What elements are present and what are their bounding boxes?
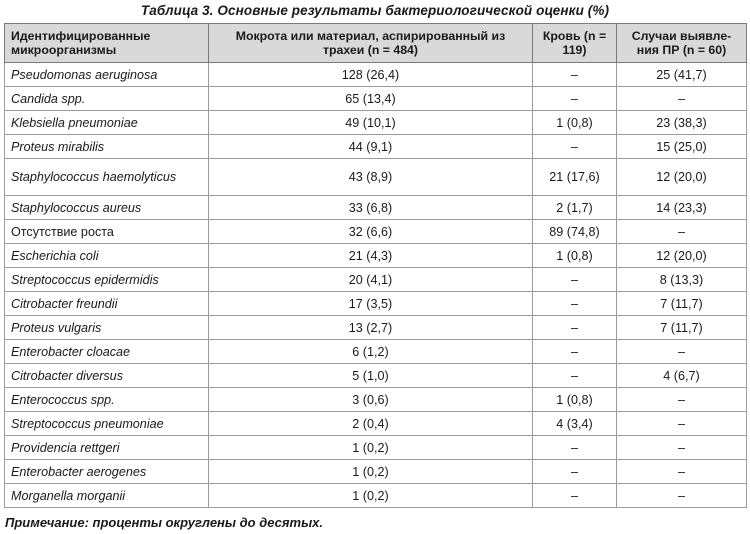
- cell-microorganism: Klebsiella pneumoniae: [5, 111, 209, 135]
- table-row: [5, 87, 747, 111]
- cell-blood: 1 (0,8): [533, 111, 617, 135]
- cell-sputum: 21 (4,3): [209, 244, 533, 268]
- cell-sputum: 1 (0,2): [209, 484, 533, 508]
- cell-blood: –: [533, 87, 617, 111]
- cell-pr-cases: 12 (20,0): [617, 159, 747, 196]
- cell-microorganism: Escherichia coli: [5, 244, 209, 268]
- cell-pr-cases: –: [617, 87, 747, 111]
- cell-sputum: 6 (1,2): [209, 340, 533, 364]
- cell-blood: 1 (0,8): [533, 244, 617, 268]
- table-row: [5, 220, 747, 244]
- cell-sputum: 32 (6,6): [209, 220, 533, 244]
- cell-pr-cases: 4 (6,7): [617, 364, 747, 388]
- cell-blood: –: [533, 436, 617, 460]
- cell-blood: –: [533, 460, 617, 484]
- table-row: [5, 292, 747, 316]
- results-table: [4, 23, 747, 508]
- table-row: [5, 412, 747, 436]
- cell-sputum: 20 (4,1): [209, 268, 533, 292]
- table-row: [5, 340, 747, 364]
- cell-sputum: 44 (9,1): [209, 135, 533, 159]
- cell-pr-cases: 23 (38,3): [617, 111, 747, 135]
- cell-pr-cases: –: [617, 436, 747, 460]
- cell-blood: –: [533, 63, 617, 87]
- cell-pr-cases: 25 (41,7): [617, 63, 747, 87]
- cell-microorganism: Proteus mirabilis: [5, 135, 209, 159]
- cell-sputum: 49 (10,1): [209, 111, 533, 135]
- cell-sputum: 5 (1,0): [209, 364, 533, 388]
- table-row: [5, 111, 747, 135]
- cell-sputum: 3 (0,6): [209, 388, 533, 412]
- cell-blood: 2 (1,7): [533, 196, 617, 220]
- table-row: [5, 268, 747, 292]
- cell-pr-cases: 15 (25,0): [617, 135, 747, 159]
- header-microorganisms: Идентифицированные микроорганизмы: [5, 24, 209, 63]
- header-sputum: Мокрота или материал, аспирированный из трахеи (n = 484): [209, 24, 533, 63]
- cell-blood: 4 (3,4): [533, 412, 617, 436]
- cell-microorganism: Streptococcus pneumoniae: [5, 412, 209, 436]
- table-row: [5, 484, 747, 508]
- cell-blood: –: [533, 340, 617, 364]
- cell-microorganism: Morganella morganii: [5, 484, 209, 508]
- table-row: [5, 436, 747, 460]
- cell-blood: –: [533, 292, 617, 316]
- cell-microorganism: Streptococcus epidermidis: [5, 268, 209, 292]
- header-pr-cases: Случаи выявле-ния ПР (n = 60): [617, 24, 747, 63]
- cell-microorganism: Staphylococcus aureus: [5, 196, 209, 220]
- cell-pr-cases: 8 (13,3): [617, 268, 747, 292]
- cell-blood: –: [533, 484, 617, 508]
- cell-microorganism: Enterococcus spp.: [5, 388, 209, 412]
- table-row: [5, 244, 747, 268]
- cell-blood: –: [533, 268, 617, 292]
- table-row: [5, 135, 747, 159]
- cell-pr-cases: 12 (20,0): [617, 244, 747, 268]
- cell-sputum: 128 (26,4): [209, 63, 533, 87]
- cell-blood: –: [533, 316, 617, 340]
- cell-sputum: 13 (2,7): [209, 316, 533, 340]
- cell-pr-cases: –: [617, 340, 747, 364]
- cell-pr-cases: –: [617, 484, 747, 508]
- cell-pr-cases: –: [617, 460, 747, 484]
- cell-pr-cases: 7 (11,7): [617, 316, 747, 340]
- cell-pr-cases: 7 (11,7): [617, 292, 747, 316]
- table-row: [5, 196, 747, 220]
- cell-sputum: 17 (3,5): [209, 292, 533, 316]
- cell-pr-cases: –: [617, 220, 747, 244]
- cell-blood: 1 (0,8): [533, 388, 617, 412]
- table-row: [5, 460, 747, 484]
- table-body: [5, 63, 747, 508]
- cell-microorganism: Enterobacter aerogenes: [5, 460, 209, 484]
- cell-microorganism: Candida spp.: [5, 87, 209, 111]
- cell-sputum: 33 (6,8): [209, 196, 533, 220]
- table-row: [5, 63, 747, 87]
- cell-pr-cases: 14 (23,3): [617, 196, 747, 220]
- cell-microorganism: Pseudomonas aeruginosa: [5, 63, 209, 87]
- cell-microorganism: Citrobacter diversus: [5, 364, 209, 388]
- cell-sputum: 65 (13,4): [209, 87, 533, 111]
- cell-microorganism: Enterobacter cloacae: [5, 340, 209, 364]
- cell-sputum: 1 (0,2): [209, 460, 533, 484]
- cell-blood: 89 (74,8): [533, 220, 617, 244]
- cell-sputum: 2 (0,4): [209, 412, 533, 436]
- cell-blood: 21 (17,6): [533, 159, 617, 196]
- header-row: [5, 24, 747, 63]
- cell-pr-cases: –: [617, 412, 747, 436]
- table-row: [5, 364, 747, 388]
- cell-microorganism: Citrobacter freundii: [5, 292, 209, 316]
- header-blood: Кровь (n = 119): [533, 24, 617, 63]
- cell-pr-cases: –: [617, 388, 747, 412]
- cell-sputum: 43 (8,9): [209, 159, 533, 196]
- cell-microorganism: Providencia rettgeri: [5, 436, 209, 460]
- cell-microorganism: Staphylococcus haemolyticus: [5, 159, 209, 196]
- table-row: [5, 159, 747, 196]
- table-row: [5, 316, 747, 340]
- cell-microorganism: Proteus vulgaris: [5, 316, 209, 340]
- cell-blood: –: [533, 135, 617, 159]
- cell-blood: –: [533, 364, 617, 388]
- cell-microorganism: Отсутствие роста: [5, 220, 209, 244]
- table-title: Таблица 3. Основные результаты бактериологической оценки (%): [140, 3, 610, 18]
- table-row: [5, 388, 747, 412]
- table-note: Примечание: проценты округлены до десятых.: [5, 515, 324, 530]
- cell-sputum: 1 (0,2): [209, 436, 533, 460]
